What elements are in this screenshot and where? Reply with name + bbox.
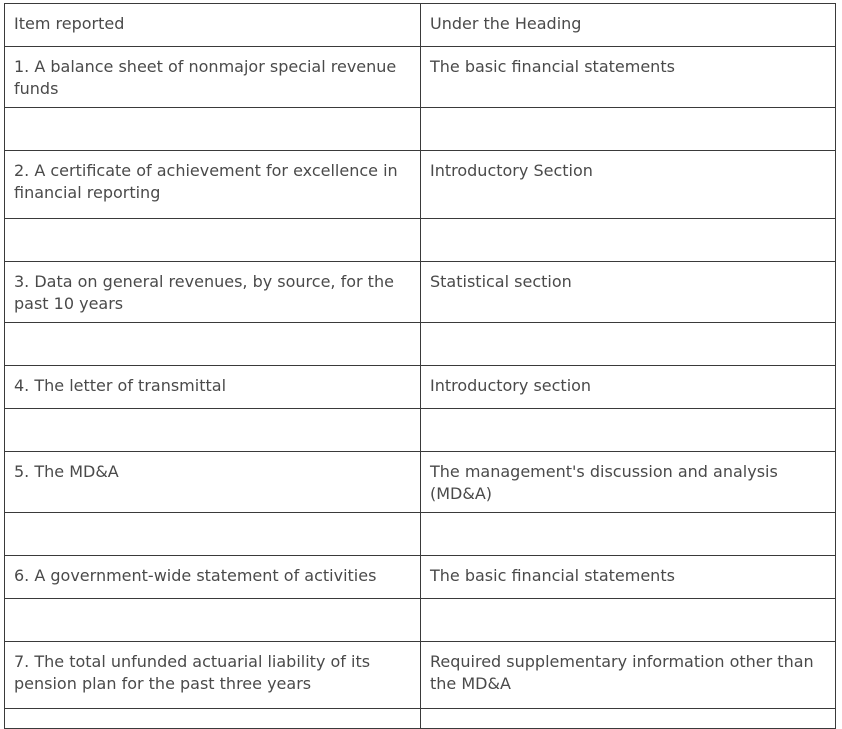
table-row xyxy=(5,262,836,323)
blank-row xyxy=(5,323,836,366)
table-row xyxy=(5,47,836,108)
heading-cell: Required supplementary information other than the MD&A xyxy=(421,642,836,709)
blank-cell xyxy=(5,323,421,366)
table-row xyxy=(5,642,836,709)
blank-cell xyxy=(421,323,836,366)
blank-cell xyxy=(5,219,421,262)
blank-cell xyxy=(5,108,421,151)
table-row xyxy=(5,366,836,409)
heading-cell: Statistical section xyxy=(421,262,836,323)
blank-row xyxy=(5,108,836,151)
blank-cell xyxy=(421,599,836,642)
header-item-reported: Item reported xyxy=(5,4,421,47)
blank-cell xyxy=(421,409,836,452)
blank-cell xyxy=(5,599,421,642)
heading-cell: Introductory Section xyxy=(421,151,836,219)
header-row xyxy=(5,4,836,47)
report-table xyxy=(4,3,836,729)
table-row xyxy=(5,151,836,219)
item-cell: 1. A balance sheet of nonmajor special revenue funds xyxy=(5,47,421,108)
item-cell: 2. A certificate of achievement for excellence in financial reporting xyxy=(5,151,421,219)
table-row xyxy=(5,452,836,513)
blank-cell xyxy=(5,513,421,556)
blank-cell xyxy=(5,409,421,452)
blank-cell xyxy=(421,513,836,556)
heading-cell: Introductory section xyxy=(421,366,836,409)
item-cell: 7. The total unfunded actuarial liability of its pension plan for the past three years xyxy=(5,642,421,709)
item-cell: 4. The letter of transmittal xyxy=(5,366,421,409)
blank-row xyxy=(5,219,836,262)
heading-cell: The basic financial statements xyxy=(421,47,836,108)
blank-cell xyxy=(421,108,836,151)
table-row xyxy=(5,556,836,599)
item-cell: 3. Data on general revenues, by source, for the past 10 years xyxy=(5,262,421,323)
item-cell: 5. The MD&A xyxy=(5,452,421,513)
blank-row xyxy=(5,599,836,642)
blank-row xyxy=(5,409,836,452)
blank-cell xyxy=(421,219,836,262)
blank-row xyxy=(5,513,836,556)
item-cell: 6. A government-wide statement of activities xyxy=(5,556,421,599)
heading-cell: The basic financial statements xyxy=(421,556,836,599)
header-under-the-heading: Under the Heading xyxy=(421,4,836,47)
heading-cell: The management's discussion and analysis (MD&A) xyxy=(421,452,836,513)
